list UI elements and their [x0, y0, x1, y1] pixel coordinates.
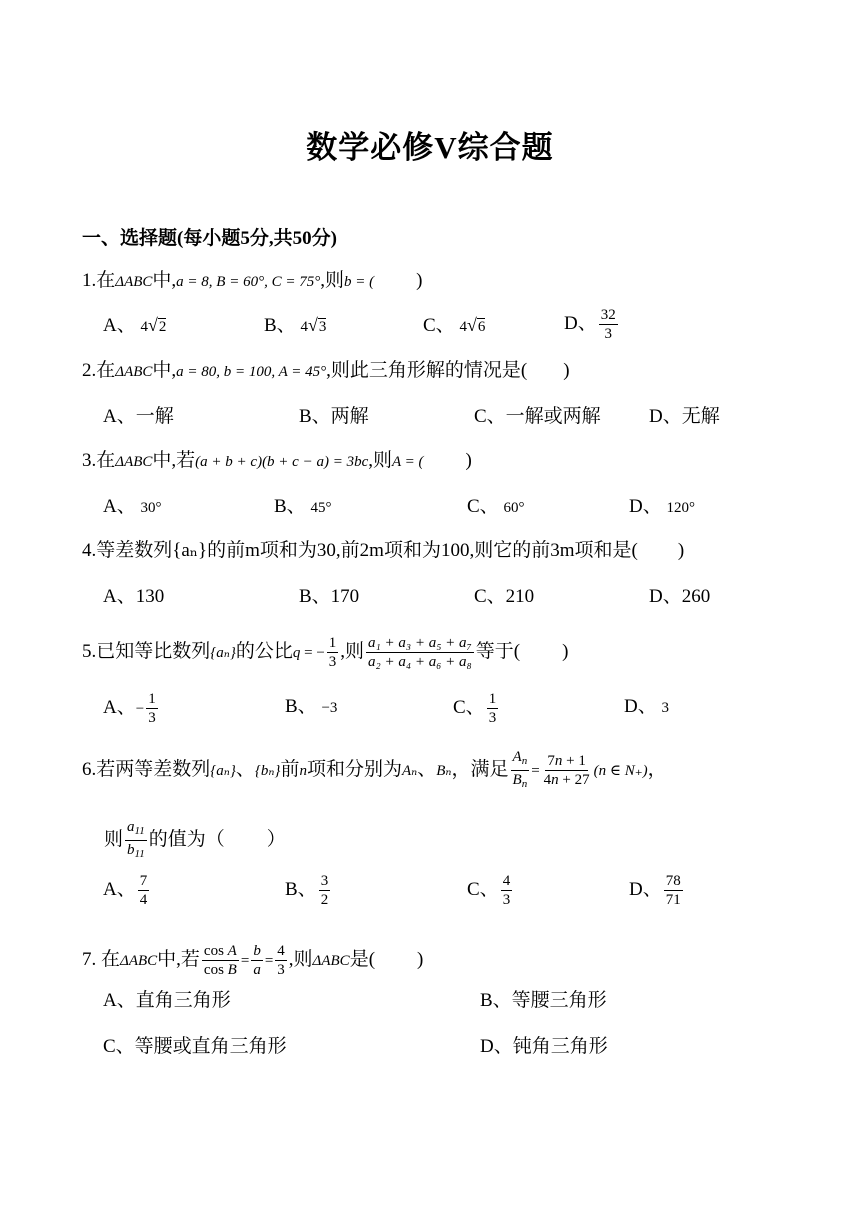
q3-option-a: A、 30° — [103, 496, 162, 517]
q6-option-a: A、 $\frac{7}{4}$ — [103, 873, 148, 908]
q1-option-a: A、 4√2 — [103, 315, 167, 336]
q5-frac-denominator: a₂ + a₄ + a₆ + a₈ — [368, 654, 472, 670]
q3-given: (a + b + c)(b + c − a) = 3bc — [195, 454, 369, 470]
question-4: 4.等差数列{aₙ}的前m项和为30,前2m项和为100,则它的前3m项和是( ) — [82, 540, 685, 561]
q1-ask: b = ( — [343, 274, 375, 290]
q3-ask: A = ( — [392, 454, 424, 470]
q7-option-d: D、钝角三角形 — [480, 1036, 608, 1057]
question-6-line-2: 则 $\frac{a_{11}}{b_{11}}$ 的值为（ ） — [104, 819, 286, 860]
q1-option-d: D、 $\frac{32}{3}$ — [564, 307, 616, 342]
question-6: 6.若两等差数列{aₙ}、{bₙ}前n项和分别为Aₙ、Bₙ，满足 $\frac{A_n}{B_n}$ = $\frac{7n + 1}{4n + 27}$ (n ∈ N₊)， — [82, 749, 667, 790]
q1-option-b: B、 4√3 — [264, 315, 327, 336]
q1-mid: 中, — [152, 270, 177, 291]
q5-option-c: C、 $\frac{1}{3}$ — [453, 691, 497, 726]
q1-close-paren: ) — [416, 270, 423, 291]
question-2: 2.在ΔABC中,a = 80, b = 100, A = 45°,则此三角形解的情况是( ) — [82, 360, 570, 381]
question-5: 5.已知等比数列{aₙ}的公比q = − $\frac{1}{3}$ ,则 $\frac{\text{a₁ + a₃ + a₅ + a₇}}{\text{a₂ + a₄ + a₆ + a₈}}$ 等于( ) — [82, 635, 569, 670]
q1-given: a = 8, B = 60°, C = 75° — [176, 274, 321, 290]
q3-option-b: B、 45° — [274, 496, 332, 517]
q5-option-a: A、− $\frac{1}{3}$ — [103, 691, 156, 726]
q5-option-d: D、 3 — [624, 696, 669, 717]
q1-option-c: C、 4√6 — [423, 315, 486, 336]
q1-triangle: ΔABC — [115, 274, 153, 290]
q6-option-d: D、 $\frac{78}{71}$ — [629, 873, 681, 908]
q2-given: a = 80, b = 100, A = 45° — [176, 364, 327, 380]
q2-option-a: A、一解 — [103, 406, 174, 427]
q5-frac-numerator: a₁ + a₃ + a₅ + a₇ — [368, 635, 472, 651]
q1-tail: ,则 — [320, 270, 344, 291]
q2-option-d: D、无解 — [649, 406, 720, 427]
q5-option-b: B、 −3 — [285, 696, 338, 717]
q3-option-c: C、 60° — [467, 496, 525, 517]
q7-option-c: C、等腰或直角三角形 — [103, 1036, 287, 1057]
question-1 — [82, 268, 422, 295]
question-7: 7. 在ΔABC中,若 $\frac{\text{cos A}}{\text{cos B}}$ = $\frac{b}{a}$ = $\frac{4}{3}$ ,则ΔABC是( ) — [82, 943, 424, 978]
q1-prefix: 1.在 — [82, 270, 116, 291]
q4-option-b: B、170 — [299, 586, 360, 607]
q7-option-b: B、等腰三角形 — [480, 990, 607, 1011]
q4-option-a: A、130 — [103, 586, 165, 607]
q2-option-b: B、两解 — [299, 406, 369, 427]
q3-triangle: ΔABC — [115, 454, 153, 470]
q2-option-c: C、一解或两解 — [474, 406, 601, 427]
q4-option-d: D、260 — [649, 586, 711, 607]
section-heading: 一、选择题(每小题5分,共50分) — [82, 228, 337, 249]
q2-triangle: ΔABC — [115, 364, 153, 380]
q6-option-b: B、 $\frac{3}{2}$ — [285, 873, 329, 908]
q3-option-d: D、 120° — [629, 496, 695, 517]
q7-option-a: A、直角三角形 — [103, 990, 231, 1011]
page-title: 数学必修V综合题 — [306, 130, 554, 165]
q6-option-c: C、 $\frac{4}{3}$ — [467, 873, 511, 908]
q4-option-c: C、210 — [474, 586, 535, 607]
question-3: 3.在ΔABC中,若(a + b + c)(b + c − a) = 3bc,则A = ( ) — [82, 450, 472, 471]
